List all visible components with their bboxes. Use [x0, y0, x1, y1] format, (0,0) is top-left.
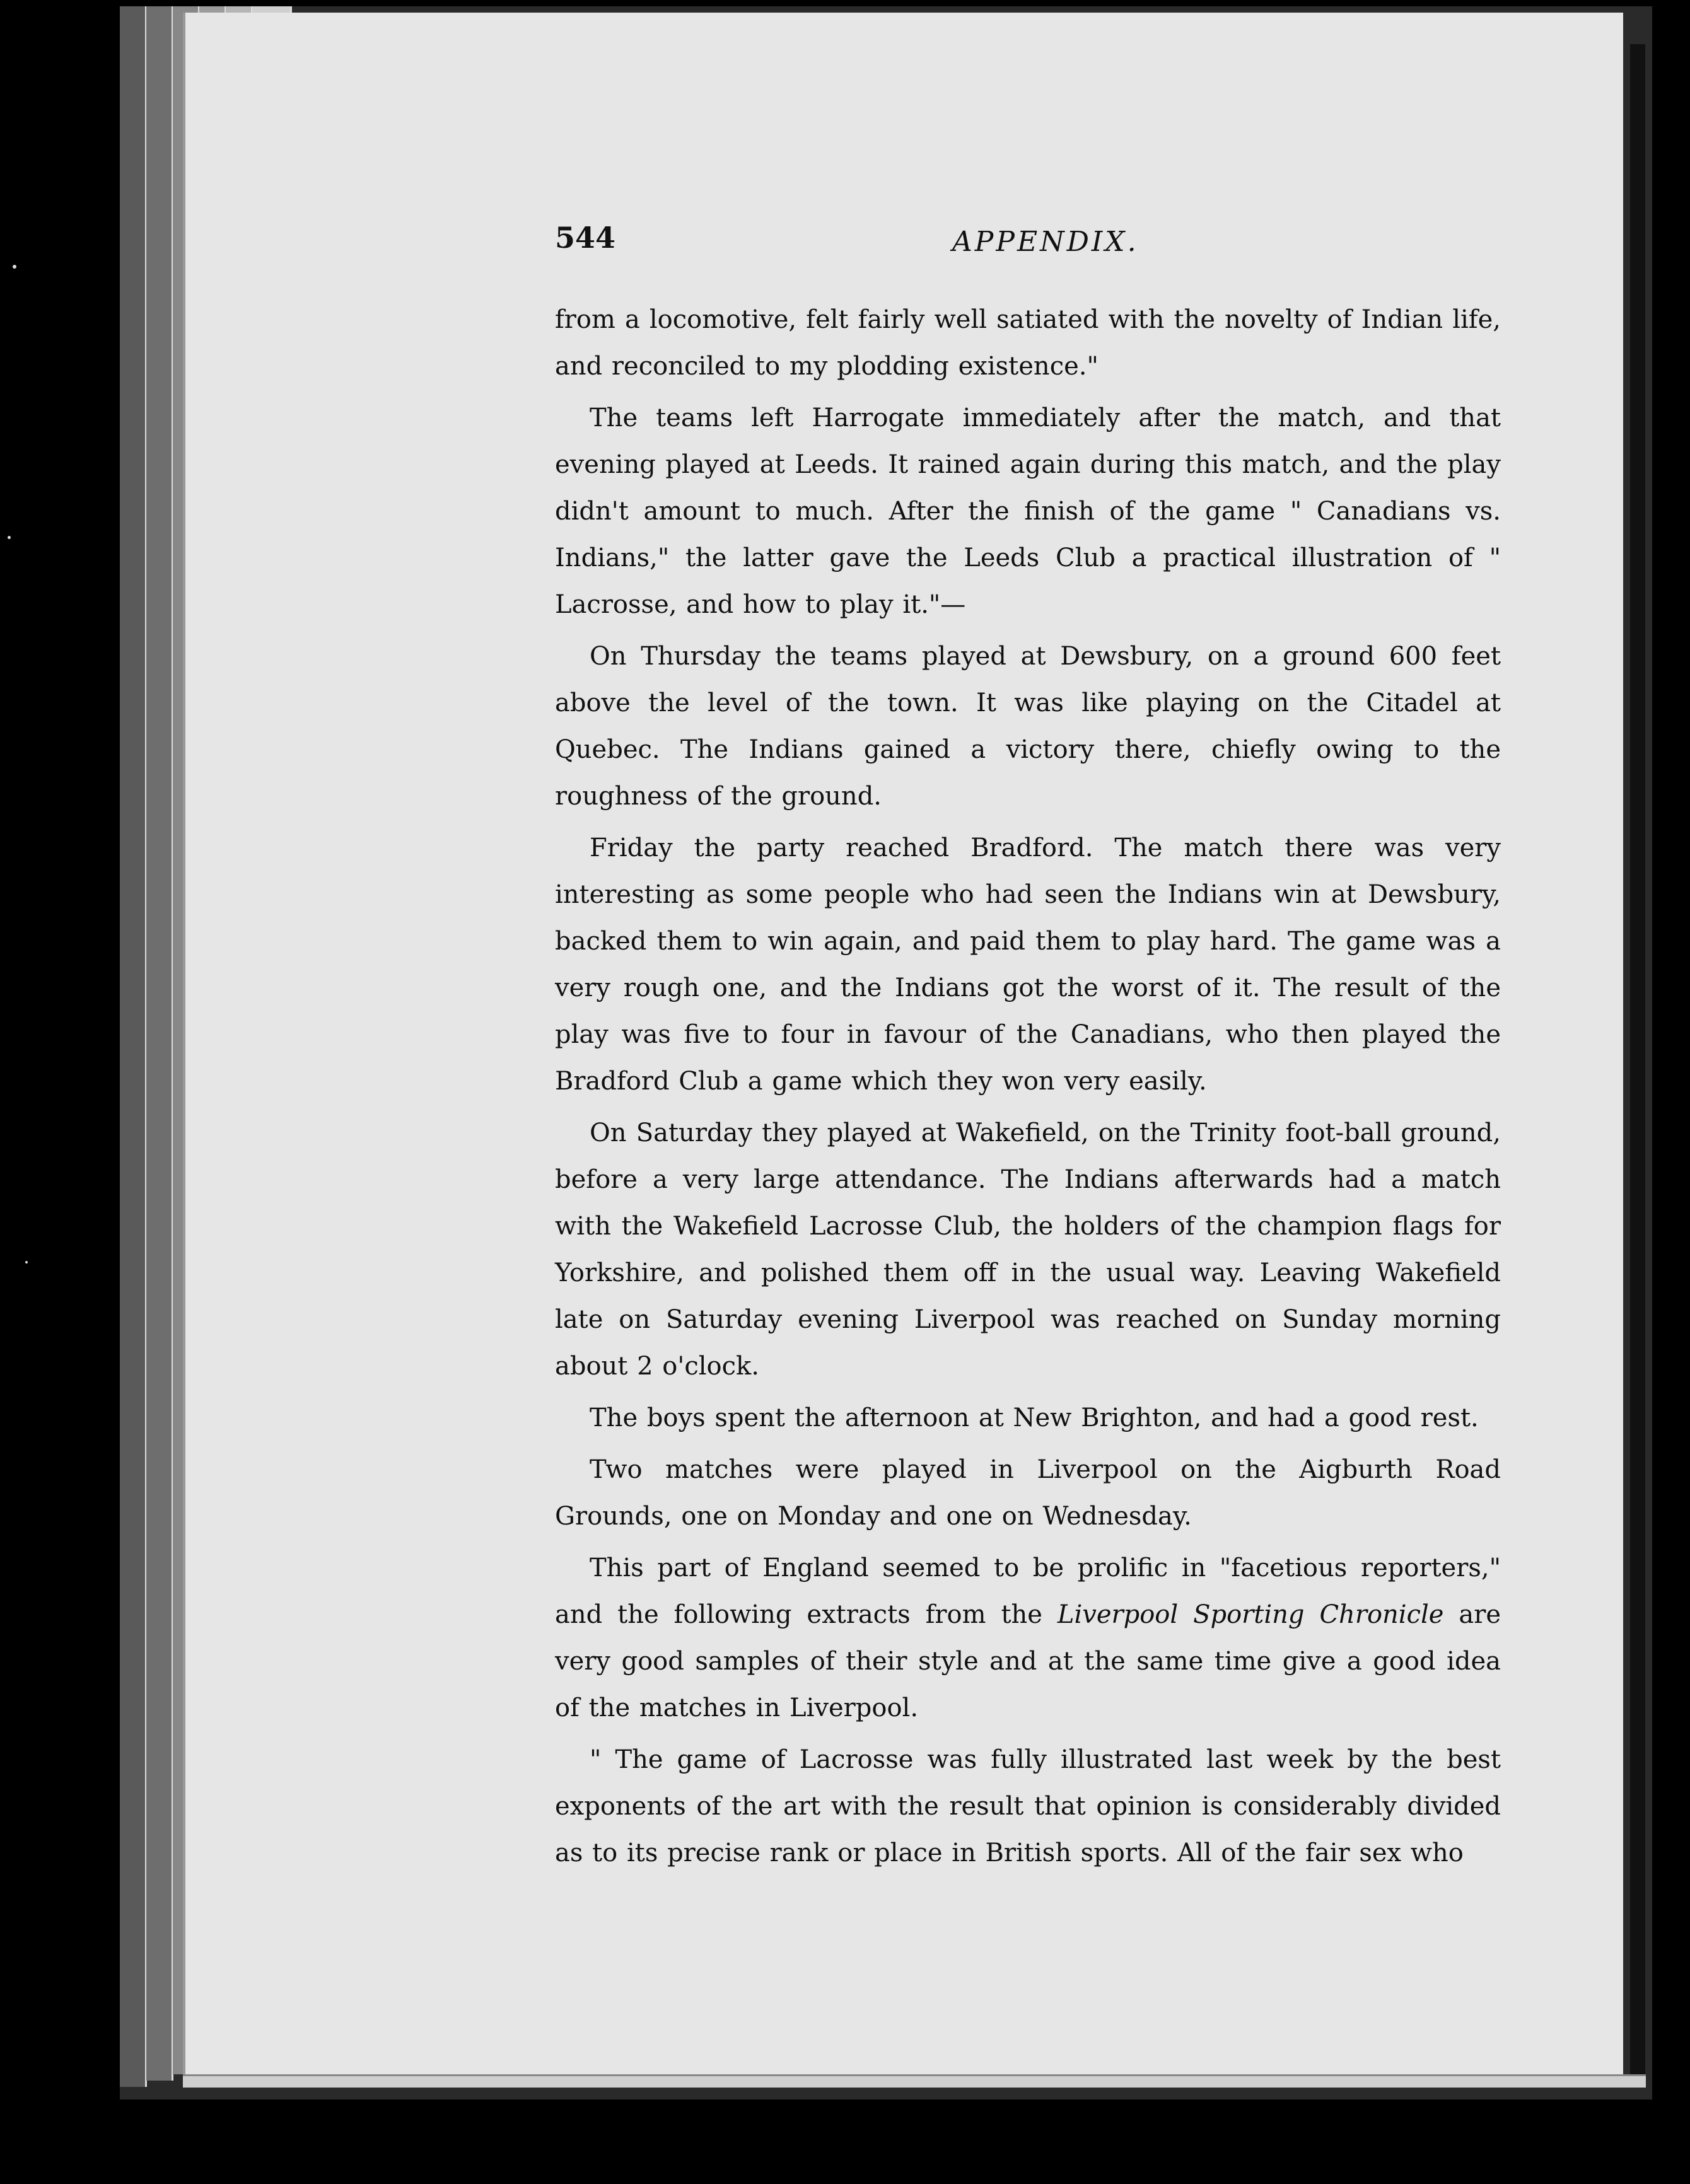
paragraph: from a locomotive, felt fairly well satiated with the novelty of Indian life, and reconciled to my plodding existence." — [555, 305, 1501, 381]
running-head — [555, 221, 1501, 271]
page-number: 544 — [555, 221, 616, 255]
paragraph-text: are very good samples of their style and at the same time give a good idea of the matches in Liverpool. — [555, 1600, 1501, 1722]
paragraph — [555, 1545, 1501, 1731]
paragraph: The boys spent the afternoon at New Brighton, and had a good rest. — [590, 1403, 1479, 1432]
dust-speck — [8, 536, 11, 539]
dust-speck — [13, 265, 16, 269]
paragraph: The teams left Harrogate immediately after the match, and that evening played at Leeds. It rained again during this match, and the play didn't amount to much. After the finish of the game " Canadians vs. Indians," the latter gave the Leeds Club a practical illustration of " Lacrosse, and how to play it."— — [555, 404, 1501, 619]
paragraph: Two matches were played in Liverpool on the Aigburth Road Grounds, one on Monday and one on Wednesday. — [555, 1455, 1501, 1531]
paragraph: Friday the party reached Bradford. The match there was very interesting as some people who had seen the Indians win at Dewsbury, backed them to win again, and paid them to play hard. The game was a very rough one, and the Indians got the worst of it. The result of the play was five to four in favour of the Canadians, who then played the Bradford Club a game which they won very easily. — [555, 834, 1501, 1096]
page-edge — [120, 6, 147, 2087]
page-text — [555, 221, 1501, 1881]
running-title: APPENDIX. — [952, 226, 1139, 258]
page-edge — [146, 6, 173, 2081]
paragraph: On Saturday they played at Wakefield, on the Trinity foot-ball ground, before a very large attendance. The Indians afterwards had a match with the Wakefield Lacrosse Club, the holders of the champion flags for Yorkshire, and polished them off in the usual way. Leaving Wakefield late on Saturday evening Liverpool was reached on Sunday morning about 2 o'clock. — [555, 1118, 1501, 1381]
gutter-shadow — [1630, 44, 1645, 2087]
paragraph-text: This part of England seemed to be prolific in "facetious reporters," and the following extracts from the — [555, 1554, 1501, 1629]
quotation-paragraph: " The game of Lacrosse was fully illustrated last week by the best exponents of the art with the result that opinion is considerably divided as to its precise rank or place in British sports. All of the fair sex who — [555, 1745, 1501, 1867]
page-bottom-edge — [183, 2074, 1646, 2088]
publication-title: Liverpool Sporting Chronicle — [1057, 1600, 1444, 1629]
dust-speck — [25, 1261, 28, 1263]
paragraph: On Thursday the teams played at Dewsbury, on a ground 600 feet above the level of the town. It was like playing on the Citadel at Quebec. The Indians gained a victory there, chiefly owing to the roughness of the ground. — [555, 642, 1501, 811]
